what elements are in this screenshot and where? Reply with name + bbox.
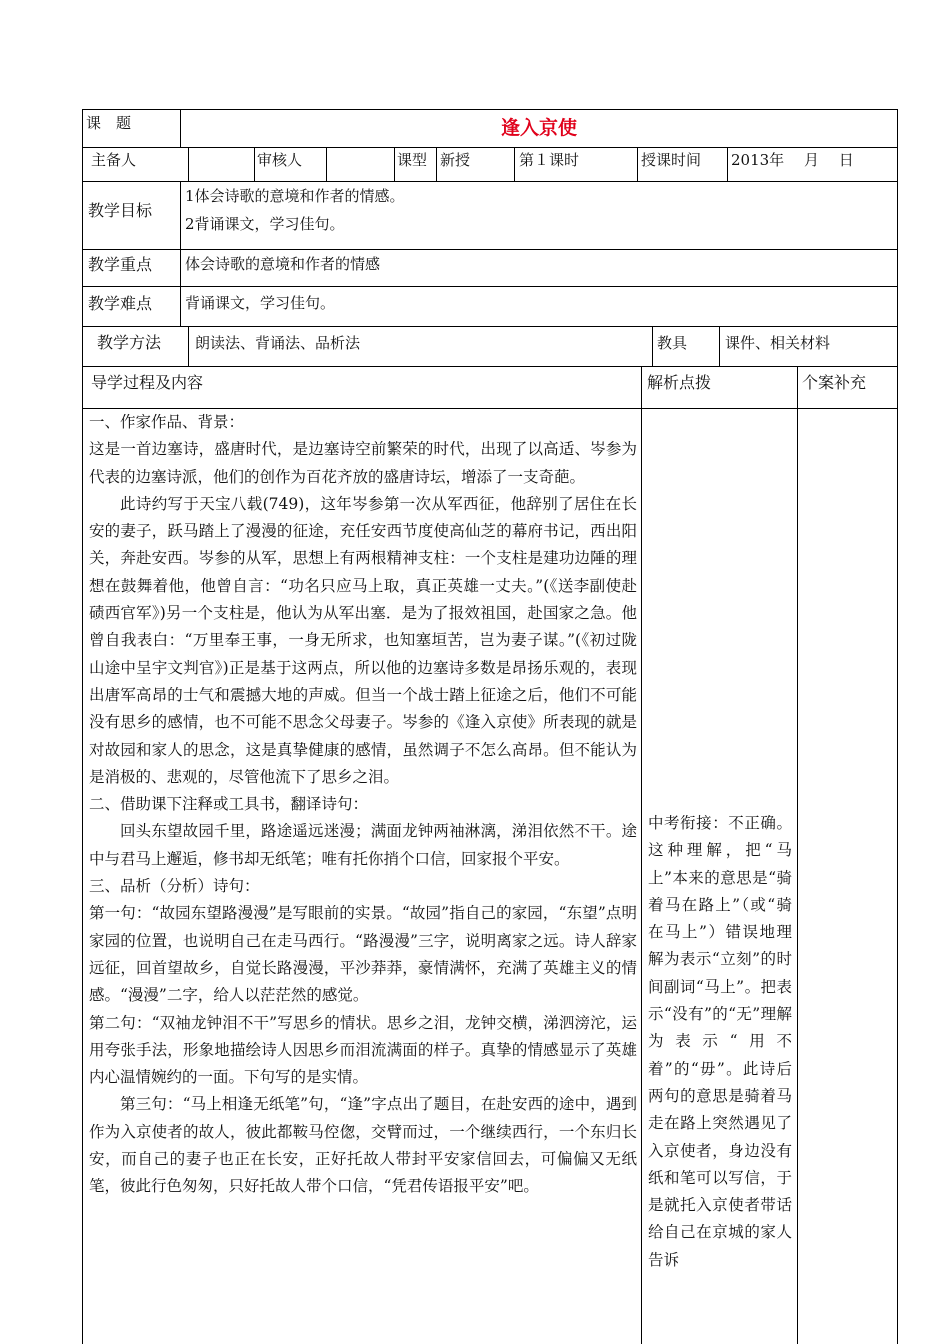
rule-after-difficulty (82, 326, 898, 327)
section-2-heading: 二、借助课下注释或工具书，翻译诗句： (89, 795, 369, 814)
method-label: 教学方法 (97, 333, 162, 352)
section-3-para-2: 第二句：“双袖龙钟泪不干”写思乡的情状。思乡之泪，龙钟交横，涕泗滂沱，运用夸张手法，形象地描绘诗人因思乡而泪流满面的样子。真挚的情感显示了英雄内心温情婉约的一面。下句写的是实情。 (89, 1013, 637, 1087)
lesson-body (89, 409, 637, 1201)
type-value: 新授 (440, 151, 471, 169)
lead-label: 主备人 (91, 151, 137, 169)
rule-info-4 (394, 147, 395, 181)
section-3-para-3: 第三句：“马上相逢无纸笔”句，“逢”字点出了题目，在赴安西的途中，遇到作为入京使者的故人，彼此都鞍马倥偬，交臂而过，一个继续西行，一个东归长安，而自己的妻子也正在长安，正好托故人带封平安家信回去，可偏偏又无纸笔，彼此行色匆匆，只好托故人带个口信，“凭君传语报平安”吧。 (89, 1095, 637, 1196)
analysis-note-text: 中考衔接：不正确。这种理解，把“马上”本来的意思是“骑着马在路上”（或“骑在马上”）错误地理解为表示“立刻”的时间副词“马上”。把表示“没有”的“无”理解为表示“用不着”的“毋”。此诗后两句的意思是骑着马走在路上突然遇见了入京使者，身边没有纸和笔可以写信，于是就托入京使者带话给自己在京城的家人告诉 (648, 814, 792, 1269)
rule-method-2 (652, 326, 653, 366)
page-title: 逢入京使 (500, 117, 577, 139)
rule-after-goals (82, 249, 898, 250)
section-1-heading: 一、作家作品、背景： (89, 413, 245, 431)
type-label: 课型 (397, 151, 428, 169)
difficulty-value: 背诵课文，学习佳句。 (185, 294, 336, 312)
rule-after-method (82, 366, 898, 367)
tools-label: 教具 (657, 334, 688, 352)
section-1-para-2: 此诗约写于天宝八载(749)，这年岑参第一次从军西征，他辞别了居住在长安的妻子，跃马踏上了漫漫的征途，充任安西节度使高仙芝的幕府书记，西出阳关，奔赴安西。岑参的从军，思想上有两根精神支柱：一个支柱是建功边陲的理想在鼓舞着他，他曾自言：“功名只应马上取，真正英雄一丈夫。”(《送李副使赴碛西官军》)另一个支柱是，他认为从军出塞．是为了报效祖国，赴国家之急。他曾自我表白：“万里奉王事，一身无所求，也知塞垣苦，岂为妻子谋。”(《初过陇山途中呈宇文判官》)正是基于这两点，所以他的边塞诗多数是昂扬乐观的，表现出唐军高昂的士气和震撼大地的声威。但当一个战士踏上征途之后，他们不可能没有思乡的感情，也不可能不思念父母妻子。岑参的《逢入京使》所表现的就是对故园和家人的思念，这是真挚健康的感情，虽然调子不怎么高昂。但不能认为是消极的、悲观的，尽管他流下了思乡之泪。 (89, 494, 637, 786)
rule-info-1 (188, 147, 189, 181)
rule-method-3 (719, 326, 720, 366)
rule-label-sep (180, 181, 181, 326)
rule-info-3 (326, 147, 327, 181)
time-label: 授课时间 (641, 151, 702, 169)
rule-info-7 (637, 147, 638, 181)
section-2-para-1: 回头东望故园千里，路途遥远迷漫；满面龙钟两袖淋漓，涕泪依然不干。途中与君马上邂逅，修书却无纸笔；唯有托你捎个口信，回家报个平安。 (89, 822, 637, 868)
topic-label: 课 题 (86, 114, 132, 132)
focus-value: 体会诗歌的意境和作者的情感 (185, 255, 381, 273)
column-supplement: 个案补充 (802, 373, 867, 392)
rule-col-supplement (797, 366, 798, 1344)
column-process: 导学过程及内容 (91, 373, 204, 392)
rule-after-info (82, 181, 898, 182)
rule-col-analysis (641, 366, 642, 1344)
time-value: 2013年 月 日 (731, 151, 854, 169)
section-3-para-1: 第一句：“故园东望路漫漫”是写眼前的实景。“故园”指自己的家园，“东望”点明家园的位置，也说明自己在走马西行。“路漫漫”三字，说明离家之远。诗人辞家远征，回首望故乡，自觉长路漫漫，平沙莽莽，豪情满怀，充满了英雄主义的情感。“漫漫”二字，给人以茫茫然的感觉。 (89, 904, 637, 1005)
goals-label: 教学目标 (88, 201, 153, 220)
analysis-note (648, 810, 792, 1344)
rule-info-5 (436, 147, 437, 181)
difficulty-label: 教学难点 (88, 294, 153, 313)
review-label: 审核人 (257, 151, 303, 169)
goal-item-2: 2背诵课文，学习佳句。 (185, 215, 345, 233)
focus-label: 教学重点 (88, 255, 153, 274)
tools-value: 课件、相关材料 (725, 334, 831, 352)
rule-info-8 (727, 147, 728, 181)
rule-left (82, 109, 83, 1344)
rule-method-1 (188, 326, 189, 366)
section-1-para-1: 这是一首边塞诗，盛唐时代，是边塞诗空前繁荣的时代，出现了以高适、岑参为代表的边塞诗派，他们的创作为百花齐放的盛唐诗坛，增添了一支奇葩。 (89, 440, 637, 486)
goal-item-1: 1体会诗歌的意境和作者的情感。 (185, 187, 405, 205)
rule-info-6 (514, 147, 515, 181)
period-value: 第１课时 (519, 151, 580, 169)
rule-top (82, 109, 898, 110)
rule-info-2 (254, 147, 255, 181)
rule-right (897, 109, 898, 1344)
rule-after-focus (82, 286, 898, 287)
column-analysis: 解析点拨 (647, 373, 712, 392)
method-value: 朗读法、背诵法、品析法 (195, 334, 361, 352)
section-3-heading: 三、品析（分析）诗句： (89, 877, 260, 896)
